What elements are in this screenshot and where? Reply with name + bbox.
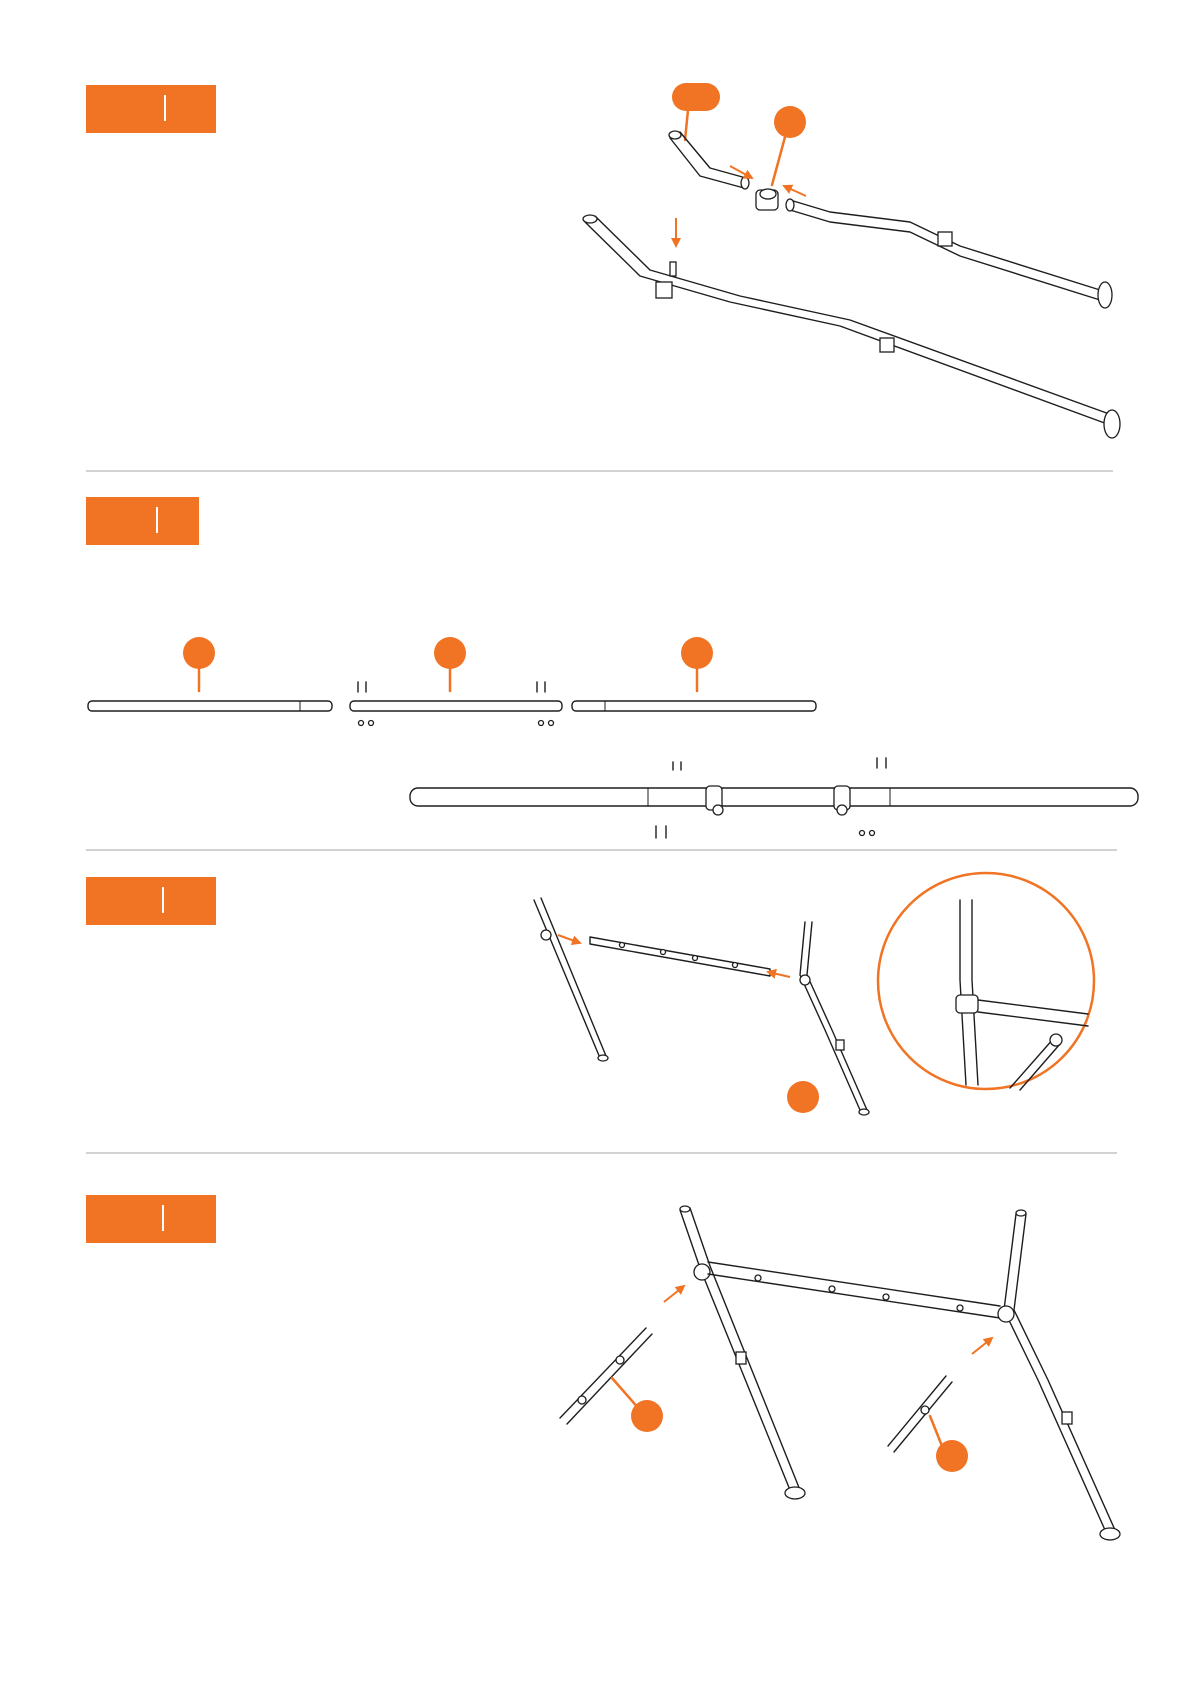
left-a-frame-leg: [680, 1206, 805, 1499]
foot-plate-icon: [1100, 1528, 1120, 1540]
upper-side-frame: [786, 199, 1112, 308]
zoom-circle-icon: [878, 873, 1094, 1090]
step-2-callout-c: [681, 637, 713, 691]
right-a-frame-leg: [998, 1210, 1120, 1540]
arrow-icon: [972, 1338, 992, 1354]
crossbar-part-right: [572, 701, 816, 711]
short-bent-pipe: [669, 131, 749, 189]
step-3-callout-a: [787, 1081, 819, 1113]
left-leg: [534, 898, 608, 1061]
foot-plate-icon: [1098, 282, 1112, 308]
arrow-icon: [664, 1286, 684, 1302]
step-3-illustration: [534, 873, 1094, 1115]
step-2-callout-b: [434, 637, 466, 691]
arrow-icon: [784, 186, 806, 196]
crossbar-inserting: [590, 937, 770, 976]
arrow-icon: [558, 935, 580, 943]
step-1-callout-b: [772, 106, 806, 185]
lower-side-frame: [583, 215, 1120, 438]
t-connector: [756, 189, 778, 210]
bolt-icon: [358, 682, 886, 838]
arrow-icon: [768, 972, 790, 977]
step-1-illustration: [583, 83, 1120, 438]
step-4-callout-a: [612, 1378, 663, 1432]
crossbar-part-left: [88, 701, 332, 711]
crossbar-part-middle: [350, 701, 562, 711]
step-4-callout-b: [930, 1416, 968, 1472]
nut-icon: [359, 721, 875, 836]
top-crossbar: [708, 1262, 1000, 1318]
right-brace: [888, 1376, 952, 1452]
assembled-crossbar: [410, 786, 1138, 815]
step-2-illustration: [88, 637, 1138, 838]
step-2-callout-a: [183, 637, 215, 691]
foot-plate-icon: [785, 1487, 805, 1499]
foot-plate-icon: [1104, 410, 1120, 438]
step-4-illustration: [560, 1206, 1120, 1540]
